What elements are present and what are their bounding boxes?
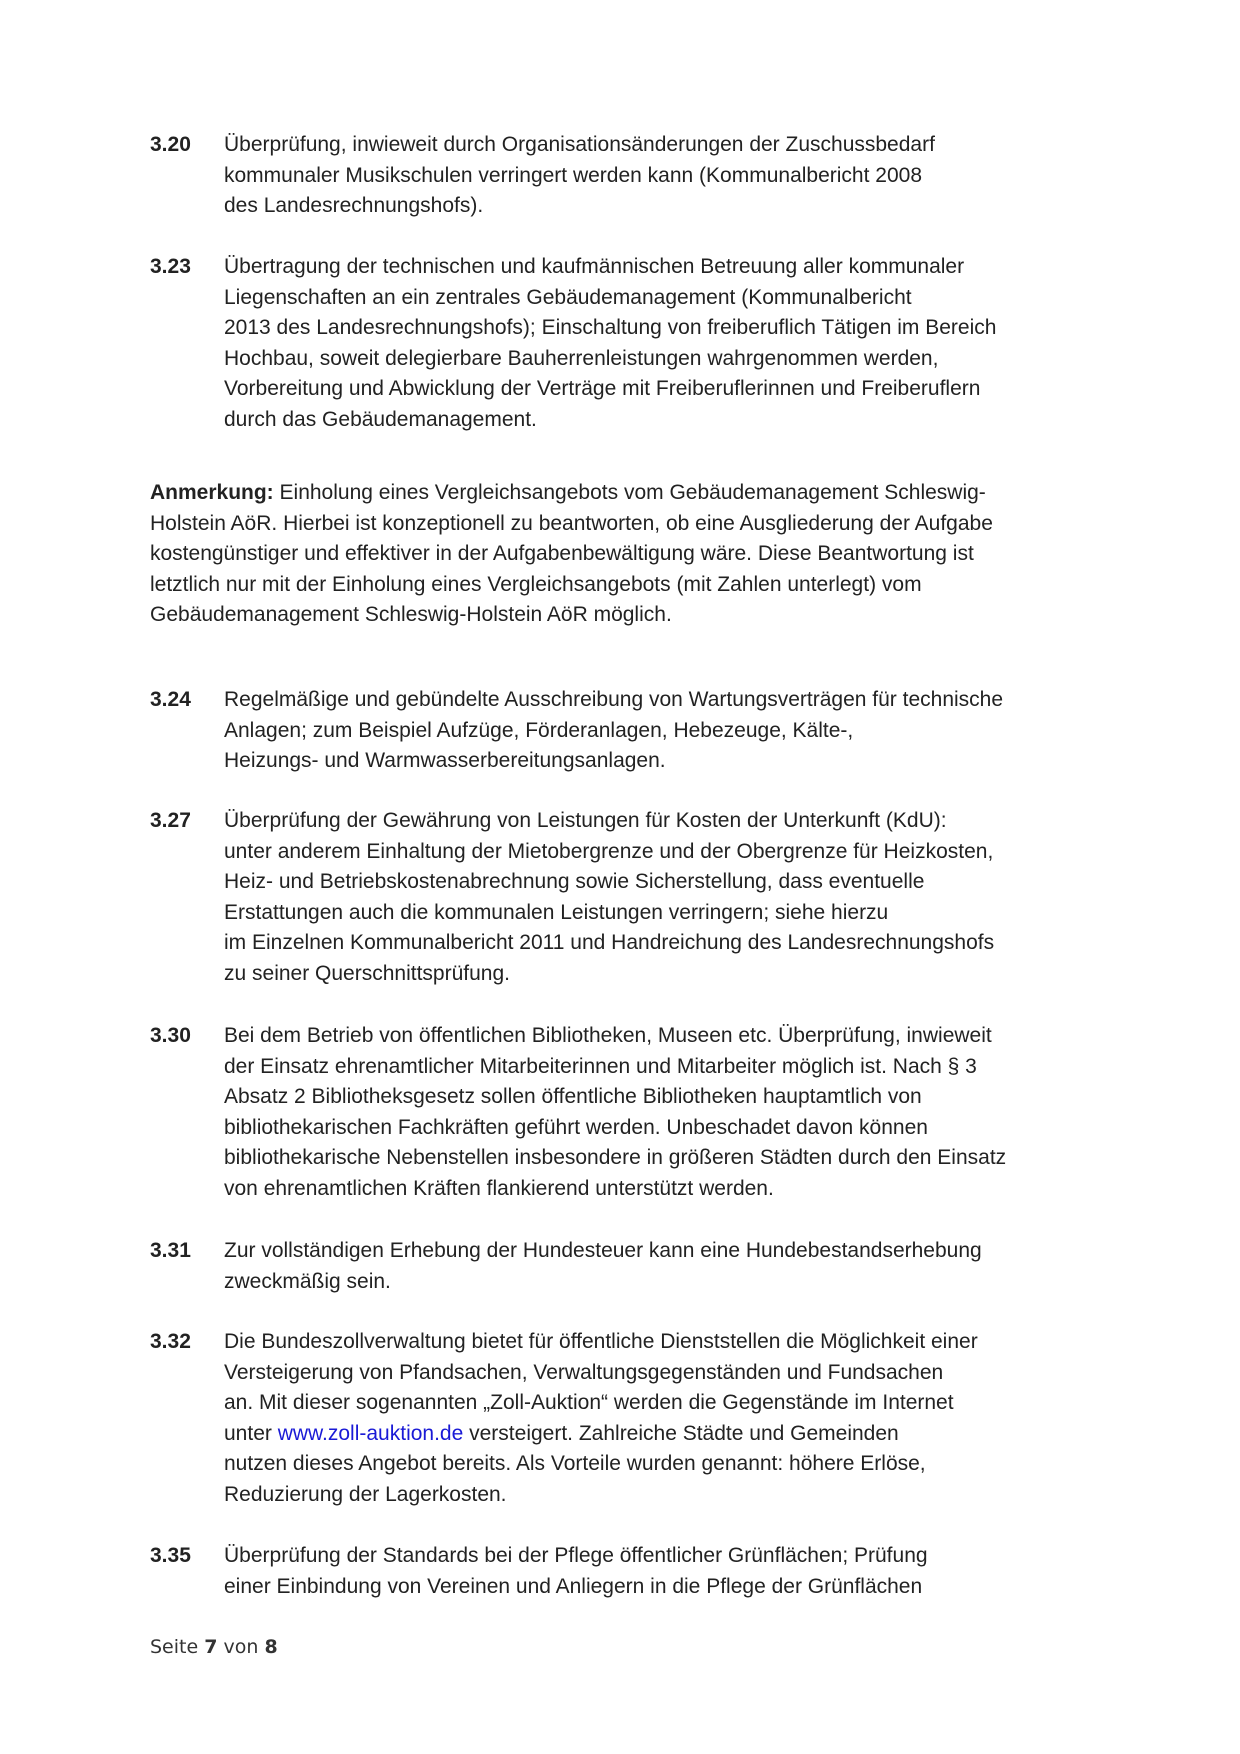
- text-line-with-link: [224, 1419, 1090, 1450]
- text-line: 2013 des Landesrechnungshofs); Einschaltung von freiberuflich Tätigen im Bereich: [224, 316, 997, 339]
- text-line: unter anderem Einhaltung der Mietobergrenze und der Obergrenze für Heizkosten,: [224, 839, 994, 863]
- text-line: durch das Gebäudemanagement.: [224, 407, 537, 431]
- list-item-3-27: [150, 806, 1090, 989]
- item-text: [224, 1327, 1090, 1510]
- text-line: Absatz 2 Bibliotheksgesetz sollen öffentliche Bibliotheken hauptamtlich von: [224, 1085, 922, 1108]
- item-text: [224, 130, 1090, 222]
- text-line: von ehrenamtlichen Kräften flankierend unterstützt werden.: [224, 1176, 774, 1200]
- zoll-auktion-link[interactable]: www.zoll-auktion.de: [277, 1421, 464, 1445]
- note-line: Gebäudemanagement Schleswig-Holstein AöR möglich.: [150, 603, 672, 626]
- note-text: Einholung eines Vergleichsangebots vom Gebäudemanagement Schleswig-: [273, 481, 986, 504]
- item-text: [224, 252, 1090, 435]
- item-number: 3.20: [150, 133, 191, 156]
- footer-prefix: Seite: [150, 1636, 205, 1658]
- text-line: Reduzierung der Lagerkosten.: [224, 1482, 507, 1506]
- link-prefix: unter: [224, 1421, 278, 1445]
- text-line: Regelmäßige und gebündelte Ausschreibung von Wartungsverträgen für technische: [224, 688, 1004, 711]
- text-line: Hochbau, soweit delegierbare Bauherrenleistungen wahrgenommen werden,: [224, 346, 939, 370]
- list-item-3-32: [150, 1327, 1090, 1510]
- item-number: 3.30: [150, 1024, 191, 1047]
- list-item-3-31: [150, 1236, 1090, 1297]
- text-line: kommunaler Musikschulen verringert werden kann (Kommunalbericht 2008: [224, 163, 922, 187]
- text-line: zu seiner Querschnittsprüfung.: [224, 961, 510, 985]
- list-item-3-23: [150, 252, 1090, 435]
- item-number: 3.27: [150, 809, 191, 832]
- text-line: des Landesrechnungshofs).: [224, 194, 484, 217]
- text-line: bibliothekarischen Fachkräften geführt werden. Unbeschadet davon können: [224, 1115, 928, 1139]
- text-line: Zur vollständigen Erhebung der Hundesteuer kann eine Hundebestandserhebung: [224, 1239, 982, 1262]
- list-item-3-30: [150, 1021, 1090, 1204]
- text-line: im Einzelnen Kommunalbericht 2011 und Handreichung des Landesrechnungshofs: [224, 931, 995, 954]
- text-line: an. Mit dieser sogenannten „Zoll-Auktion“ werden die Gegenstände im Internet: [224, 1391, 954, 1414]
- text-line: der Einsatz ehrenamtlicher Mitarbeiterinnen und Mitarbeiter möglich ist. Nach § 3: [224, 1054, 977, 1078]
- list-item-3-20: [150, 130, 1090, 222]
- text-line: nutzen dieses Angebot bereits. Als Vorteile wurden genannt: höhere Erlöse,: [224, 1452, 926, 1475]
- text-line: Bei dem Betrieb von öffentlichen Bibliotheken, Museen etc. Überprüfung, inwieweit: [224, 1024, 992, 1047]
- footer-middle: von: [217, 1636, 265, 1658]
- item-number: 3.31: [150, 1239, 191, 1262]
- text-line: Überprüfung der Gewährung von Leistungen für Kosten der Unterkunft (KdU):: [224, 809, 947, 832]
- note-label: Anmerkung:: [150, 481, 274, 504]
- text-line: zweckmäßig sein.: [224, 1269, 391, 1293]
- text-line: bibliothekarische Nebenstellen insbesondere in größeren Städten durch den Einsatz: [224, 1146, 1007, 1169]
- item-text: [224, 1021, 1090, 1204]
- page-footer: [150, 1636, 278, 1658]
- item-number: 3.35: [150, 1544, 191, 1567]
- text-line: Heizungs- und Warmwasserbereitungsanlagen.: [224, 749, 666, 772]
- text-line: Anlagen; zum Beispiel Aufzüge, Förderanlagen, Hebezeuge, Kälte-,: [224, 718, 854, 742]
- text-line: Die Bundeszollverwaltung bietet für öffentliche Dienststellen die Möglichkeit einer: [224, 1330, 978, 1353]
- item-text: [224, 685, 1090, 777]
- item-number: 3.23: [150, 255, 191, 278]
- list-item-3-35: [150, 1541, 1090, 1602]
- text-line: Übertragung der technischen und kaufmännischen Betreuung aller kommunaler: [224, 255, 965, 278]
- note-line: Holstein AöR. Hierbei ist konzeptionell zu beantworten, ob eine Ausgliederung der Aufgabe: [150, 511, 993, 535]
- current-page-number: 7: [204, 1636, 218, 1658]
- link-suffix: versteigert. Zahlreiche Städte und Gemeinden: [463, 1421, 899, 1445]
- text-line: Überprüfung, inwieweit durch Organisationsänderungen der Zuschussbedarf: [224, 133, 935, 156]
- item-text: [224, 806, 1090, 989]
- note-line: kostengünstiger und effektiver in der Aufgabenbewältigung wäre. Diese Beantwortung ist: [150, 542, 974, 565]
- item-text: [224, 1541, 1090, 1602]
- text-line: Vorbereitung und Abwicklung der Verträge mit Freiberuflerinnen und Freiberuflern: [224, 377, 981, 400]
- list-item-3-24: [150, 685, 1090, 777]
- text-line: Heiz- und Betriebskostenabrechnung sowie Sicherstellung, dass eventuelle: [224, 870, 925, 893]
- item-number: 3.32: [150, 1330, 191, 1353]
- text-line: Erstattungen auch die kommunalen Leistungen verringern; siehe hierzu: [224, 900, 889, 924]
- total-page-number: 8: [264, 1636, 278, 1658]
- item-number: 3.24: [150, 688, 191, 711]
- text-line: einer Einbindung von Vereinen und Anliegern in die Pflege der Grünflächen: [224, 1574, 923, 1598]
- text-line: Liegenschaften an ein zentrales Gebäudemanagement (Kommunalbericht: [224, 285, 912, 309]
- note-first-line: [150, 478, 1110, 509]
- note-paragraph: [150, 478, 1110, 631]
- text-line: Überprüfung der Standards bei der Pflege öffentlicher Grünflächen; Prüfung: [224, 1544, 928, 1567]
- note-line: letztlich nur mit der Einholung eines Vergleichsangebots (mit Zahlen unterlegt) vom: [150, 572, 922, 596]
- text-line: Versteigerung von Pfandsachen, Verwaltungsgegenständen und Fundsachen: [224, 1360, 944, 1384]
- item-text: [224, 1236, 1090, 1297]
